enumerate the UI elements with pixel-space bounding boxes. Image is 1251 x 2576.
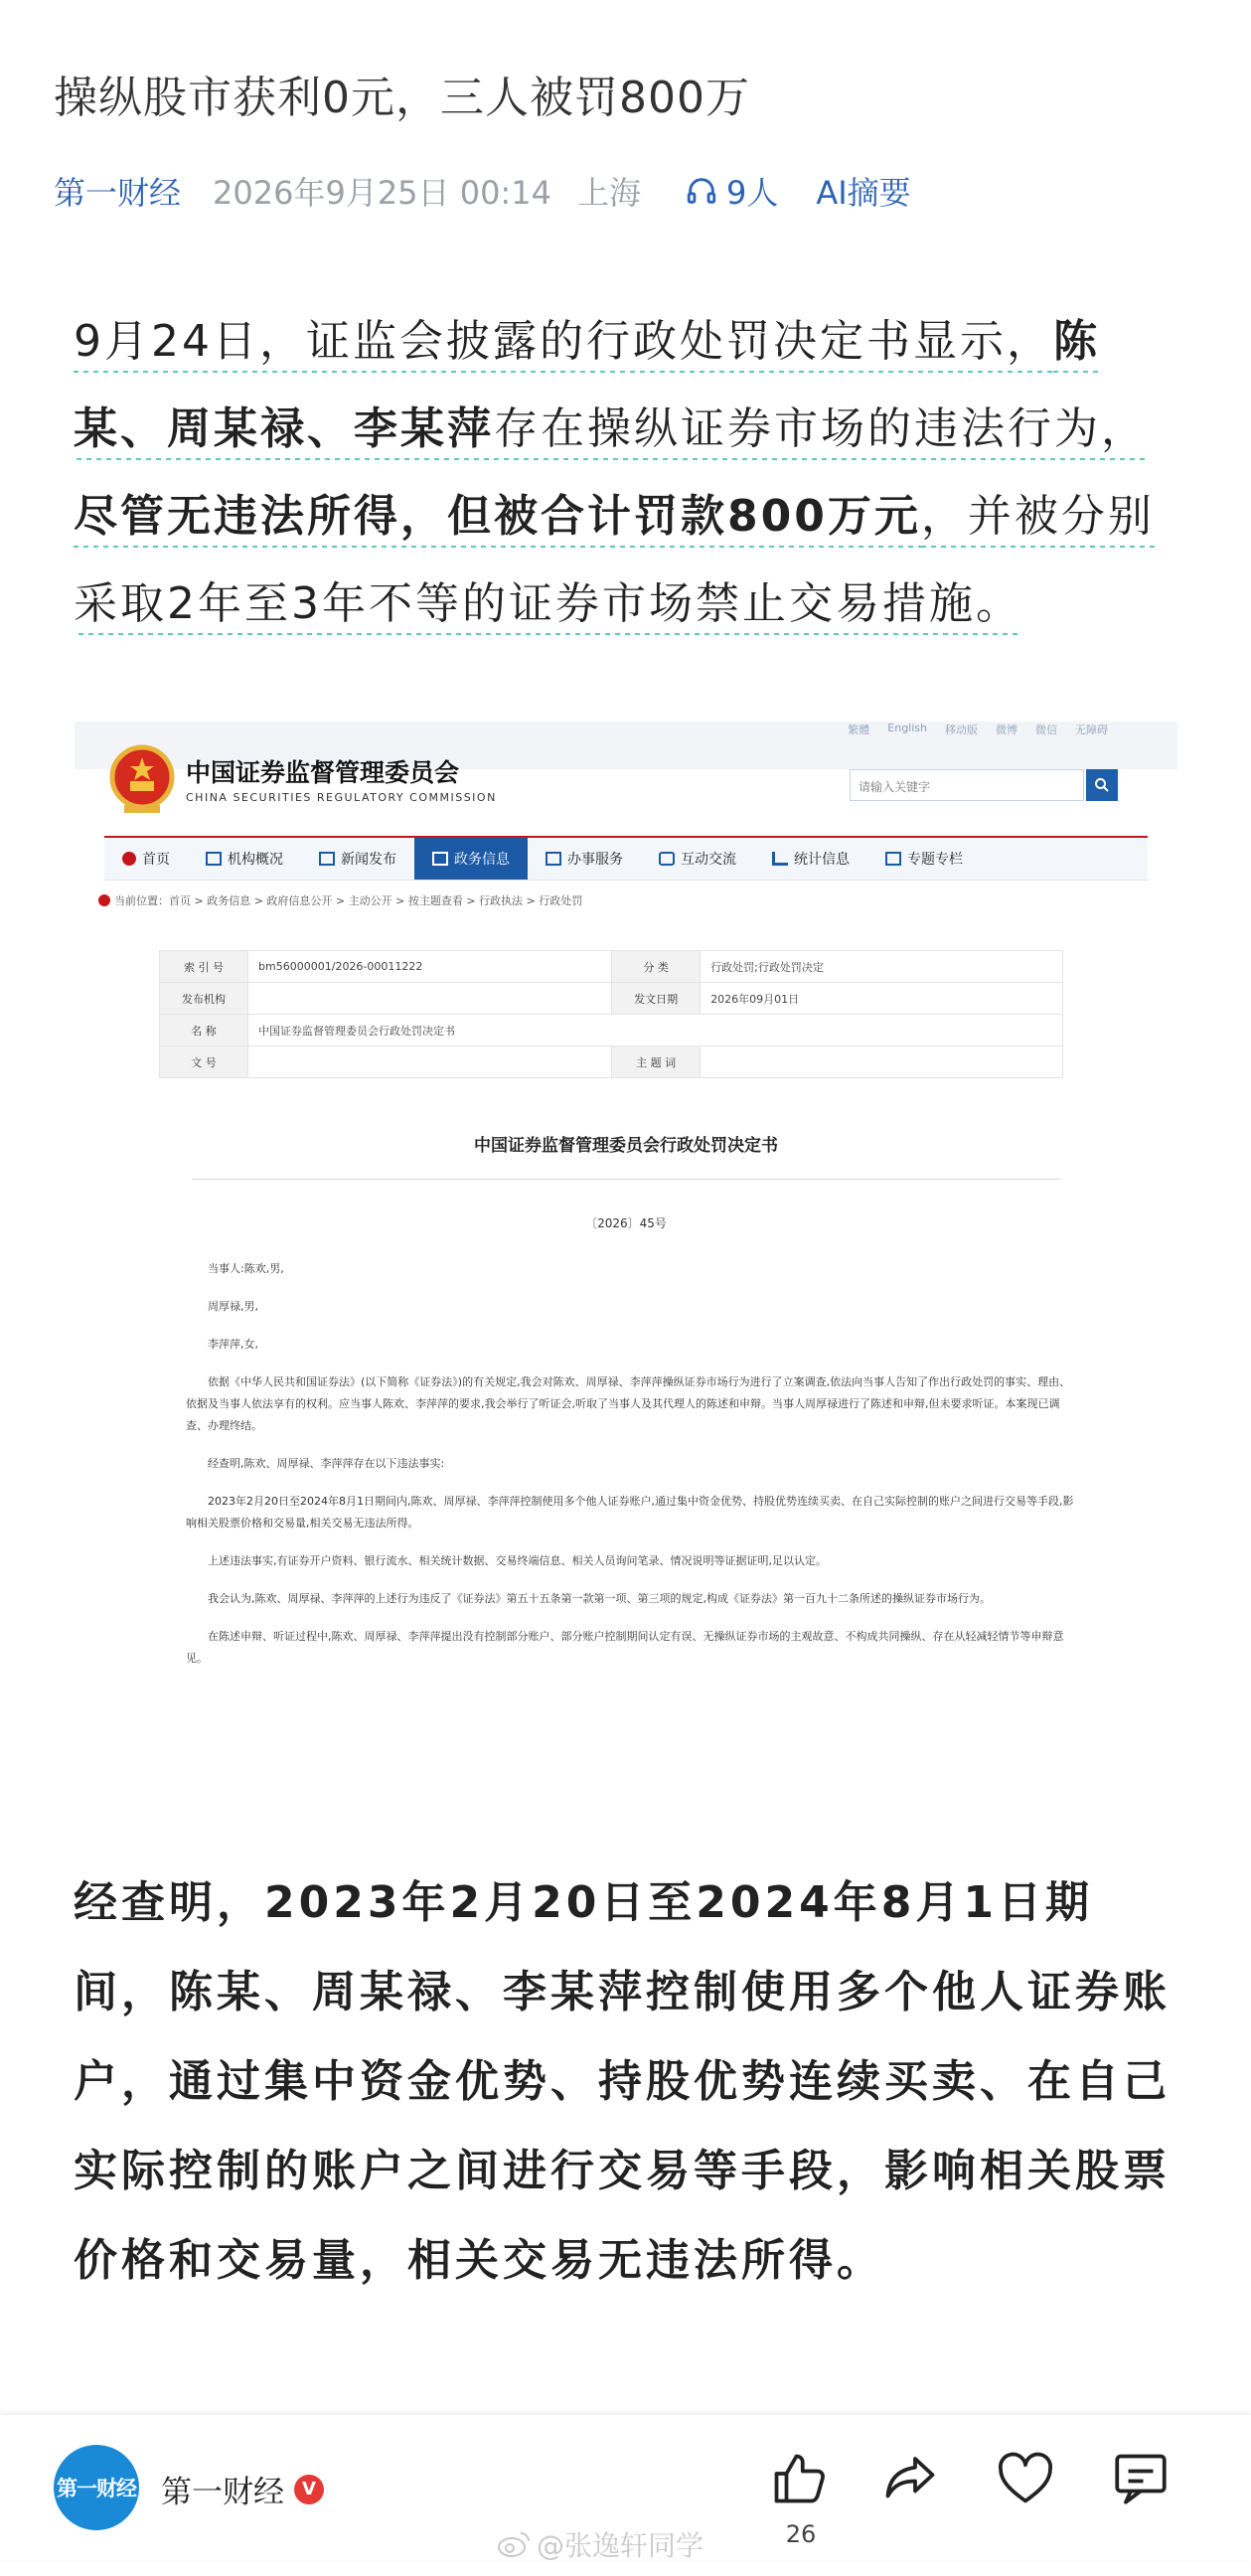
document-icon [432, 852, 448, 866]
doc-nav-news: 新闻发布 [301, 838, 414, 880]
bottom-action-bar [0, 2415, 1251, 2560]
ai-summary-button[interactable]: AI摘要 [816, 174, 911, 212]
doc-nav-interact: 互动交流 [641, 838, 754, 880]
account-name[interactable]: 第一财经 V [161, 2467, 324, 2511]
doc-paragraph: 上述违法事实,有证券开户资料、银行流水、相关统计数据、交易终端信息、相关人员询问笔录、情况说明等证据证明,足以认定。 [208, 1554, 827, 1567]
article-meta [54, 169, 911, 213]
weibo-icon [497, 2530, 531, 2558]
folder-icon [885, 852, 901, 866]
publish-datetime: 2026年9月25日 00:14 [213, 174, 551, 212]
doc-meta-table: 索 引 号 bm56000001/2026-00011222 分 类 行政处罚;行政处罚决定 发布机构 发文日期 2026年09月01日 名 称 中国证券监督管理委员会行政处罚决定书 文 号 主 题 词 [159, 950, 1063, 1078]
doc-toplink: 移动版 [945, 724, 978, 736]
doc-party: 李萍萍,女, [208, 1338, 258, 1351]
services-icon [546, 852, 561, 866]
chat-icon [659, 852, 675, 866]
doc-nav-topics: 专题专栏 [867, 838, 981, 880]
headphone-icon [685, 174, 718, 208]
doc-paragraph: 在陈述申辩、听证过程中,陈欢、周厚禄、李萍萍提出没有控制部分账户、部分账户控制期间认定有误、无操纵证券市场的主观故意、不构成共同操纵、存在从轻减轻情节等申辩意见。 [186, 1630, 1064, 1665]
doc-party: 当事人:陈欢,男, [208, 1262, 284, 1275]
doc-nav-services: 办事服务 [528, 838, 641, 880]
location: 上海 [576, 174, 641, 212]
home-icon [122, 852, 136, 866]
location-pin-icon [98, 894, 110, 906]
watermark: @张逸轩同学 [497, 2524, 704, 2564]
body-paragraph: 经查明，2023年2月20日至2024年8月1日期间，陈某、周某禄、李某萍控制使用多个他人证券账户，通过集中资金优势、持股优势连续买卖、在自己实际控制的账户之间进行交易等手段，影响相关股票价格和交易量，相关交易无违法所得。 [74, 1877, 1171, 2286]
like-icon[interactable] [769, 2449, 829, 2508]
org-name: 中国证券监督管理委员会 [186, 758, 460, 787]
listener-count: 9人 [725, 174, 779, 212]
like-count: 26 [785, 2520, 817, 2548]
bar-chart-icon [772, 852, 788, 866]
lead-paragraph [74, 298, 1186, 648]
embedded-document-image [75, 722, 1177, 1767]
doc-search-input: 请输入关键字 [850, 769, 1084, 801]
doc-nav-stats: 统计信息 [754, 838, 867, 880]
account-avatar[interactable]: 第一财经 [54, 2445, 139, 2530]
doc-nav-org: 机构概况 [188, 838, 301, 880]
doc-toplink: 微信 [1035, 724, 1057, 736]
doc-toplink: English [887, 722, 927, 734]
doc-paragraph: 依据《中华人民共和国证券法》(以下简称《证券法》)的有关规定,我会对陈欢、周厚禄、李萍萍操纵证券市场行为进行了立案调查,依法向当事人告知了作出行政处罚的事实、理由、依据及当事人依法享有的权利。应当事人陈欢、李萍萍的要求,我会举行了听证会,听取了当事人及其代理人的陈述和申辩。当事人周厚禄进行了陈述和申辩,但未要求听证。本案现已调查、办理终结。 [186, 1375, 1071, 1432]
doc-divider [192, 1179, 1061, 1180]
doc-toplink: 繁體 [848, 724, 870, 736]
national-emblem-icon [102, 739, 182, 819]
search-icon [1093, 776, 1111, 794]
building-icon [206, 852, 222, 866]
doc-number: 〔2026〕45号 [585, 1216, 667, 1230]
org-name-en: CHINA SECURITIES REGULATORY COMMISSION [186, 791, 497, 804]
lead-text-3: 存在操纵证券市场的违法行为， [494, 403, 1148, 460]
doc-top-links [848, 722, 1108, 741]
article-title: 操纵股市获利0元，三人被罚800万 [54, 73, 750, 123]
lead-text-4: 尽管无违法所得，但被合计罚款800万元 [74, 491, 921, 548]
doc-party: 周厚禄,男, [208, 1300, 258, 1313]
lead-text-2: 陈某、周某禄、李某萍 [74, 316, 1100, 460]
doc-paragraph: 2023年2月20日至2024年8月1日期间内,陈欢、周厚禄、李萍萍控制使用多个他人证券账户,通过集中资金优势、持股优势连续买卖、在自己实际控制的账户之间进行交易等手段,影响相关股票价格和交易量,相关交易无违法所得。 [186, 1495, 1074, 1530]
verified-badge-icon: V [294, 2475, 324, 2504]
comment-icon[interactable] [1111, 2449, 1171, 2508]
listen-button[interactable] [685, 168, 778, 214]
doc-title: 中国证券监督管理委员会行政处罚决定书 [474, 1136, 778, 1156]
doc-breadcrumb: 当前位置：首页 > 政务信息 > 政府信息公开 > 主动公开 > 按主题查看 > 行政执法 > 行政处罚 [98, 892, 582, 908]
doc-toplink: 无障碍 [1075, 724, 1108, 736]
source-link[interactable]: 第一财经 [54, 174, 182, 212]
news-icon [319, 852, 335, 866]
lead-text-5: ，并被分别采取2年至3年不等的证券市场禁止交易措施。 [74, 491, 1155, 635]
lead-text-1: 9月24日，证监会披露的行政处罚决定书显示， [74, 316, 1053, 373]
doc-paragraph: 我会认为,陈欢、周厚禄、李萍萍的上述行为违反了《证券法》第五十五条第一款第一项、第三项的规定,构成《证券法》第一百九十二条所述的操纵证券市场行为。 [208, 1592, 991, 1605]
doc-nav-gov-info: 政务信息 [414, 838, 528, 880]
doc-search-button [1086, 769, 1118, 801]
doc-nav-bar [104, 836, 1148, 880]
doc-paragraph: 经查明,陈欢、周厚禄、李萍萍存在以下违法事实: [208, 1457, 445, 1470]
share-icon[interactable] [880, 2449, 940, 2508]
doc-toplink: 微博 [996, 724, 1017, 736]
heart-icon[interactable] [996, 2449, 1055, 2508]
doc-body [186, 1258, 1080, 1686]
doc-nav-home: 首页 [104, 838, 188, 880]
